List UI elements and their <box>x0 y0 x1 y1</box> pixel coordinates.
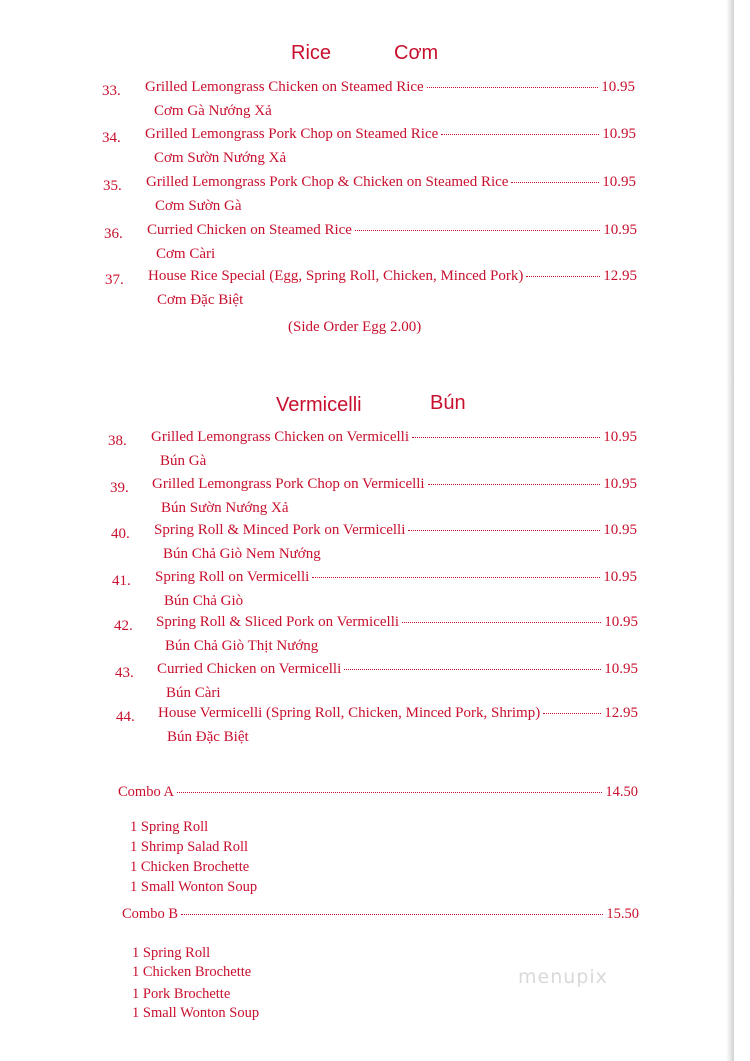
dot-leader <box>412 436 600 438</box>
item-price: 10.95 <box>603 429 637 445</box>
combo-item-line: 1 Shrimp Salad Roll <box>130 839 249 855</box>
item-number: 34. <box>102 130 121 146</box>
menu-item-row <box>152 476 637 493</box>
item-number: 36. <box>104 226 123 242</box>
item-name: House Vermicelli (Spring Roll, Chicken, Minced Pork, Shrimp) <box>158 705 541 721</box>
dot-leader <box>177 791 602 793</box>
item-name: Spring Roll on Vermicelli <box>155 569 310 585</box>
item-price: 10.95 <box>604 614 638 630</box>
item-number: 37. <box>105 272 124 288</box>
combo-item-line: 1 Small Wonton Soup <box>132 1005 260 1021</box>
item-name: Spring Roll & Minced Pork on Vermicelli <box>154 522 406 538</box>
item-name: Grilled Lemongrass Pork Chop on Vermicelli <box>152 476 425 492</box>
item-number: 41. <box>112 573 131 589</box>
item-name: Curried Chicken on Steamed Rice <box>147 222 352 238</box>
menu-item-row <box>146 174 636 191</box>
rice-title-vi: Cơm <box>394 42 439 64</box>
item-name: Grilled Lemongrass Chicken on Vermicelli <box>151 429 409 445</box>
menu-item-row <box>145 126 636 143</box>
vermicelli-title-en: Vermicelli <box>276 394 362 416</box>
dot-leader <box>344 668 601 670</box>
item-price: 10.95 <box>603 569 637 585</box>
combo-price: 14.50 <box>605 784 638 800</box>
item-name: Grilled Lemongrass Chicken on Steamed Rice <box>145 79 424 95</box>
dot-leader <box>355 229 600 231</box>
item-price: 10.95 <box>603 222 637 238</box>
item-vietnamese-name: Bún Đặc Biệt <box>167 729 249 745</box>
rice-title-en: Rice <box>291 42 332 64</box>
item-name: Spring Roll & Sliced Pork on Vermicelli <box>156 614 400 630</box>
menu-item-row <box>155 569 637 586</box>
dot-leader <box>427 86 599 88</box>
item-name: Grilled Lemongrass Pork Chop & Chicken on Steamed Rice <box>146 174 509 190</box>
item-name: Grilled Lemongrass Pork Chop on Steamed Rice <box>145 126 439 142</box>
item-price: 10.95 <box>602 126 636 142</box>
item-number: 40. <box>111 526 130 542</box>
combo-name: Combo B <box>122 906 178 922</box>
vermicelli-title-vi: Bún <box>430 392 466 414</box>
item-vietnamese-name: Cơm Sườn Nướng Xả <box>154 150 287 166</box>
combo-item-line: 1 Chicken Brochette <box>132 964 252 980</box>
combo-item-line: 1 Spring Roll <box>130 819 209 835</box>
item-price: 10.95 <box>602 174 636 190</box>
menu-item-row <box>145 79 635 96</box>
dot-leader <box>543 712 601 714</box>
item-price: 12.95 <box>604 705 638 721</box>
item-vietnamese-name: Bún Gà <box>160 453 207 469</box>
menu-item-row <box>156 614 638 631</box>
item-vietnamese-name: Cơm Gà Nướng Xả <box>154 103 272 119</box>
page-edge-shadow <box>726 0 734 1061</box>
menu-item-row <box>147 222 637 239</box>
item-number: 44. <box>116 709 135 725</box>
item-number: 43. <box>115 665 134 681</box>
item-price: 12.95 <box>603 268 637 284</box>
item-vietnamese-name: Bún Chả Giò Thịt Nướng <box>165 638 319 654</box>
combo-name: Combo A <box>118 784 174 800</box>
combo-item-line: 1 Pork Brochette <box>132 986 231 1002</box>
item-price: 10.95 <box>603 476 637 492</box>
item-name: House Rice Special (Egg, Spring Roll, Chicken, Minced Pork) <box>148 268 524 284</box>
item-number: 35. <box>103 178 122 194</box>
menu-item-row <box>148 268 637 285</box>
item-price: 10.95 <box>603 522 637 538</box>
combo-header-row <box>118 784 638 801</box>
item-number: 39. <box>110 480 129 496</box>
item-vietnamese-name: Bún Chả Giò Nem Nướng <box>163 546 321 562</box>
item-vietnamese-name: Cơm Đặc Biệt <box>157 292 244 308</box>
item-name: Curried Chicken on Vermicelli <box>157 661 342 677</box>
item-vietnamese-name: Bún Chả Giò <box>164 593 244 609</box>
dot-leader <box>441 133 599 135</box>
dot-leader <box>408 529 600 531</box>
dot-leader <box>526 275 600 277</box>
item-number: 38. <box>108 433 127 449</box>
dot-leader <box>312 576 600 578</box>
menu-item-row <box>157 661 638 678</box>
dot-leader <box>428 483 601 485</box>
combo-header-row <box>122 906 639 923</box>
item-vietnamese-name: Cơm Càri <box>156 246 216 262</box>
dot-leader <box>181 913 603 915</box>
combo-item-line: 1 Small Wonton Soup <box>130 879 258 895</box>
menu-item-row <box>151 429 637 446</box>
item-number: 42. <box>114 618 133 634</box>
combo-item-line: 1 Spring Roll <box>132 945 211 961</box>
item-vietnamese-name: Cơm Sườn Gà <box>155 198 242 214</box>
side-order-note: (Side Order Egg 2.00) <box>288 319 422 335</box>
combo-price: 15.50 <box>606 906 639 922</box>
menu-item-row <box>154 522 637 539</box>
item-price: 10.95 <box>604 661 638 677</box>
item-vietnamese-name: Bún Sườn Nướng Xả <box>161 500 289 516</box>
item-number: 33. <box>102 83 121 99</box>
combo-item-line: 1 Chicken Brochette <box>130 859 250 875</box>
dot-leader <box>402 621 601 623</box>
item-vietnamese-name: Bún Càri <box>166 685 221 701</box>
dot-leader <box>511 181 599 183</box>
item-price: 10.95 <box>601 79 635 95</box>
menu-item-row <box>158 705 638 722</box>
menupix-watermark: menupix <box>518 966 608 988</box>
